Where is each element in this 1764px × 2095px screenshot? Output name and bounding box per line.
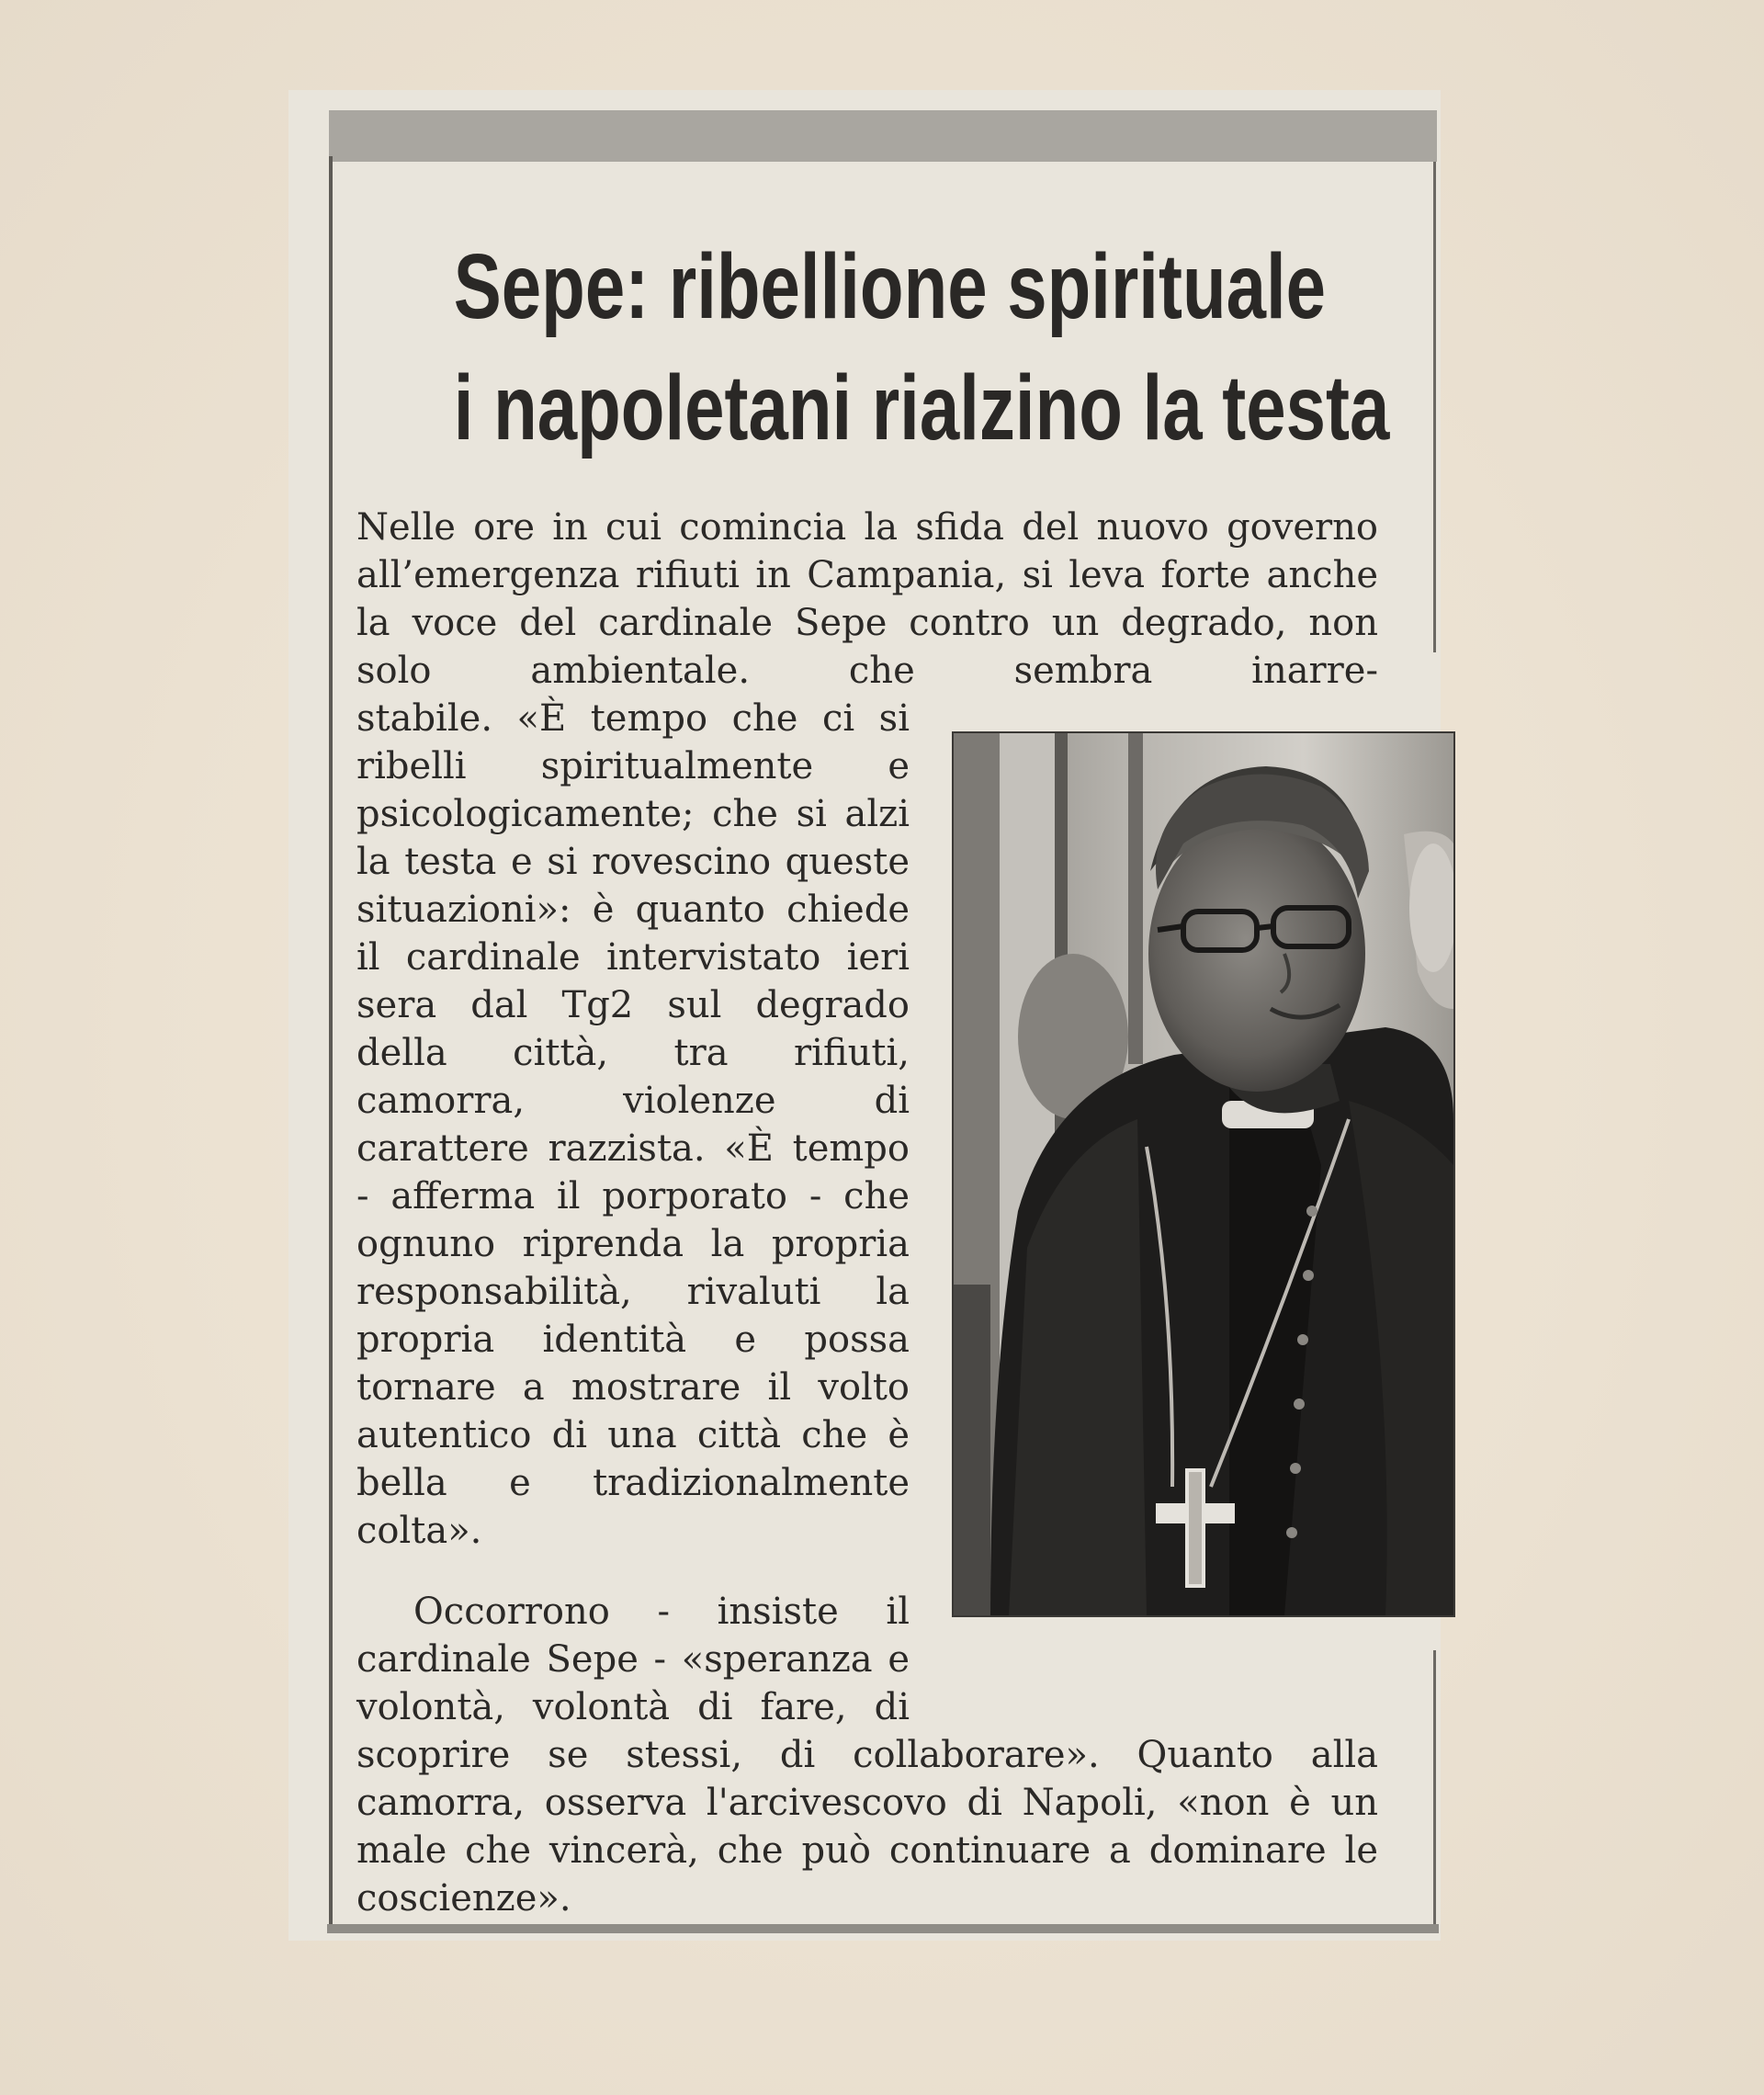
cardinal-photo xyxy=(952,731,1455,1617)
article-paragraph: Occorrono - insiste il cardinale Sepe - «speranza e volontà, volontà di fare, di xyxy=(356,1591,910,1728)
frame-rule-left xyxy=(329,156,333,1928)
headline: i napoletani rialzino la testa xyxy=(453,357,1390,459)
article-column-text: stabile. «È tempo che ci si ribelli spiritualmente e psicologicamente; che si alzi la testa e si rovescino queste situazioni»: è quanto chiede il cardinale intervistato ieri sera dal Tg2 sul degrado della città, tra rifiuti, camorra, violenze di carattere razzista. «È tempo - afferma il porporato - che ognuno riprenda la propria responsabilità, rivaluti la propria identità e possa tornare a mostrare il volto autentico di una città che è bella e tradizionalmente colta». xyxy=(356,697,910,1552)
article-intro: Nelle ore in cui comincia la sfida del nuovo governo all’emergenza rifiuti in Campania, si leva forte anche la voce del cardinale Sepe contro un degrado, non solo ambientale. che sembra inarre- xyxy=(356,506,1378,692)
frame-rule-right xyxy=(1433,162,1436,652)
clipping-top-band xyxy=(329,110,1437,162)
frame-rule-bottom xyxy=(327,1924,1439,1933)
headline: Sepe: ribellione spirituale xyxy=(453,235,1327,338)
article-paragraph: scoprire se stessi, di collaborare». Quanto alla camorra, osserva l'arcivescovo di Napoli, «non è un male che vincerà, che può continuare a dominare le coscienze». xyxy=(356,1734,1378,1919)
frame-rule-right xyxy=(1433,1650,1436,1928)
